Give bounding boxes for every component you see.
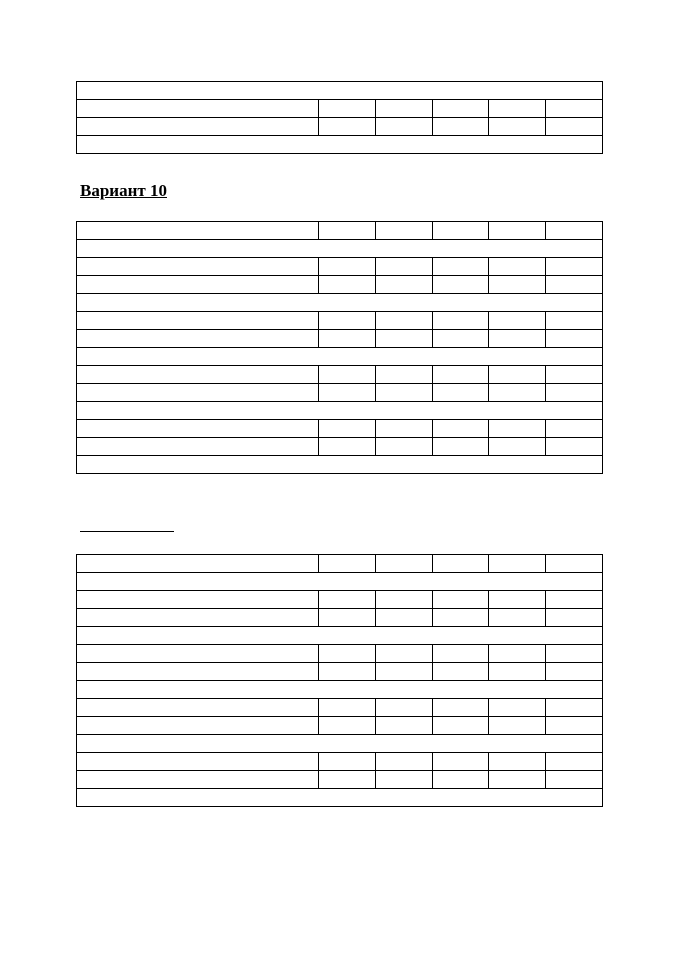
table-cell [489, 276, 546, 294]
table-cell [489, 663, 546, 681]
table-cell [489, 771, 546, 789]
table-row [77, 294, 603, 312]
table-cell [432, 753, 489, 771]
table-cell [546, 753, 603, 771]
top-table-fragment [76, 81, 603, 154]
table-row [77, 681, 603, 699]
table-row [77, 366, 603, 384]
table-row [77, 402, 603, 420]
table-cell [77, 627, 603, 645]
table-row [77, 82, 603, 100]
table-cell [375, 420, 432, 438]
table-cell [432, 591, 489, 609]
table-cell [432, 222, 489, 240]
table-cell [489, 222, 546, 240]
table-row [77, 240, 603, 258]
table-row [77, 118, 603, 136]
table-cell [432, 258, 489, 276]
table-row [77, 753, 603, 771]
table-cell [319, 609, 376, 627]
table-cell [546, 771, 603, 789]
table-cell [77, 420, 319, 438]
table-cell [489, 118, 546, 136]
table-cell [546, 100, 603, 118]
table-cell [489, 753, 546, 771]
table-cell [319, 717, 376, 735]
table-cell [77, 294, 603, 312]
table-cell [375, 384, 432, 402]
table-cell [375, 591, 432, 609]
table-cell [489, 100, 546, 118]
table-cell [77, 348, 603, 366]
table-cell [546, 330, 603, 348]
table-cell [375, 366, 432, 384]
table-cell [77, 438, 319, 456]
table-cell [546, 118, 603, 136]
table-cell [546, 645, 603, 663]
table-cell [77, 645, 319, 663]
table-cell [319, 100, 376, 118]
table-cell [546, 699, 603, 717]
table-cell [489, 699, 546, 717]
table-cell [432, 276, 489, 294]
variant-10-table [76, 221, 603, 474]
table-cell [319, 330, 376, 348]
table-cell [432, 438, 489, 456]
table-row [77, 222, 603, 240]
table-cell [319, 366, 376, 384]
table-cell [319, 420, 376, 438]
table-cell [432, 771, 489, 789]
variant-heading: Вариант 10 [80, 181, 167, 200]
table-cell [375, 699, 432, 717]
table-cell [432, 312, 489, 330]
table-cell [432, 645, 489, 663]
table-row [77, 555, 603, 573]
table-cell [546, 591, 603, 609]
table-cell [319, 118, 376, 136]
table-cell [432, 555, 489, 573]
table-cell [319, 591, 376, 609]
table-cell [489, 609, 546, 627]
table-cell [319, 276, 376, 294]
table-cell [77, 118, 319, 136]
table-cell [546, 222, 603, 240]
table-cell [489, 258, 546, 276]
table-cell [432, 717, 489, 735]
table-cell [375, 118, 432, 136]
table-row [77, 789, 603, 807]
table-cell [375, 663, 432, 681]
table-cell [319, 699, 376, 717]
table-row [77, 438, 603, 456]
table-row [77, 330, 603, 348]
table-cell [319, 663, 376, 681]
table-cell [319, 222, 376, 240]
next-variant-table [76, 554, 603, 807]
table-cell [375, 645, 432, 663]
table-cell [375, 258, 432, 276]
table-cell [77, 681, 603, 699]
table-cell [489, 366, 546, 384]
table-cell [375, 609, 432, 627]
table-cell [77, 591, 319, 609]
table-cell [489, 591, 546, 609]
table-cell [77, 402, 603, 420]
table-cell [77, 735, 603, 753]
table-cell [77, 240, 603, 258]
table-cell [432, 609, 489, 627]
table-cell [375, 438, 432, 456]
table-row [77, 276, 603, 294]
table-cell [432, 663, 489, 681]
table-row [77, 627, 603, 645]
table-row [77, 771, 603, 789]
table-cell [489, 717, 546, 735]
table-row [77, 735, 603, 753]
table-cell [77, 663, 319, 681]
table-cell [546, 717, 603, 735]
table-cell [546, 312, 603, 330]
table-cell [319, 753, 376, 771]
table-cell [432, 118, 489, 136]
table-row [77, 136, 603, 154]
table-cell [77, 555, 319, 573]
table-cell [77, 789, 603, 807]
table-cell [489, 420, 546, 438]
table-cell [77, 136, 603, 154]
table-cell [432, 366, 489, 384]
table-row [77, 456, 603, 474]
table-cell [77, 717, 319, 735]
table-cell [432, 330, 489, 348]
table-cell [489, 384, 546, 402]
table-row [77, 609, 603, 627]
table-cell [432, 699, 489, 717]
table-row [77, 348, 603, 366]
table-cell [77, 222, 319, 240]
table-cell [77, 609, 319, 627]
table-cell [375, 100, 432, 118]
table-cell [489, 555, 546, 573]
table-cell [319, 258, 376, 276]
table-cell [489, 645, 546, 663]
table-cell [489, 330, 546, 348]
table-cell [546, 366, 603, 384]
table-cell [77, 100, 319, 118]
table-cell [77, 276, 319, 294]
table-cell [77, 456, 603, 474]
table-cell [375, 312, 432, 330]
table-cell [546, 258, 603, 276]
table-row [77, 100, 603, 118]
table-cell [546, 420, 603, 438]
table-row [77, 663, 603, 681]
table-cell [375, 330, 432, 348]
table-cell [489, 438, 546, 456]
next-variant-heading-underline [80, 531, 174, 532]
table-row [77, 591, 603, 609]
table-row [77, 258, 603, 276]
table-cell [546, 438, 603, 456]
table-row [77, 717, 603, 735]
table-cell [319, 312, 376, 330]
table-cell [319, 555, 376, 573]
table-cell [375, 555, 432, 573]
table-cell [77, 330, 319, 348]
table-row [77, 384, 603, 402]
table-cell [319, 645, 376, 663]
table-cell [77, 258, 319, 276]
table-cell [77, 366, 319, 384]
table-cell [77, 771, 319, 789]
table-cell [546, 609, 603, 627]
table-cell [77, 384, 319, 402]
table-cell [375, 276, 432, 294]
table-cell [77, 699, 319, 717]
table-cell [319, 771, 376, 789]
table-cell [432, 384, 489, 402]
table-cell [546, 663, 603, 681]
table-cell [375, 753, 432, 771]
table-cell [546, 384, 603, 402]
table-row [77, 312, 603, 330]
table-cell [77, 753, 319, 771]
table-row [77, 420, 603, 438]
table-row [77, 645, 603, 663]
table-row [77, 699, 603, 717]
table-cell [432, 100, 489, 118]
table-cell [375, 771, 432, 789]
table-row [77, 573, 603, 591]
table-cell [77, 82, 603, 100]
table-cell [375, 717, 432, 735]
table-cell [489, 312, 546, 330]
table-cell [546, 555, 603, 573]
table-cell [319, 438, 376, 456]
table-cell [77, 312, 319, 330]
table-cell [432, 420, 489, 438]
table-cell [546, 276, 603, 294]
table-cell [319, 384, 376, 402]
table-cell [77, 573, 603, 591]
table-cell [375, 222, 432, 240]
